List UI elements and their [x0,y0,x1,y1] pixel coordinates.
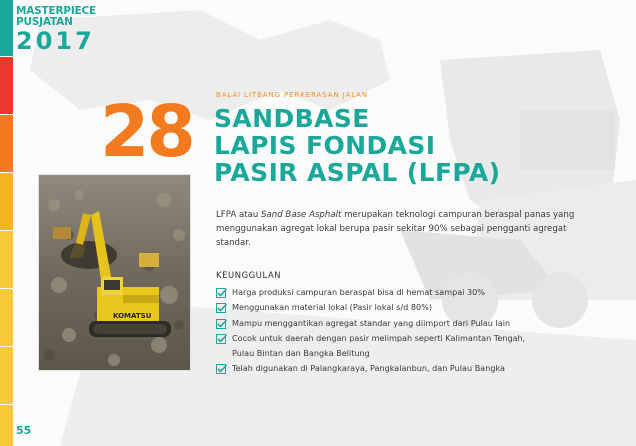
strip-divider [0,404,13,405]
color-strip-orange [0,114,13,172]
checkbox-check-icon [216,334,227,344]
title-line: SANDBASE [214,104,370,133]
publication-header [16,6,112,54]
checkbox-check-icon [216,364,227,374]
color-strip-red [0,56,13,114]
advantage-text: Harga produksi campuran beraspal bisa di hemat sampai 30% [232,287,485,297]
checkbox-check-icon [216,319,227,329]
section-number: 28 [100,90,193,173]
advantage-item [216,285,616,300]
header-line-2: PUSJATAN [16,16,73,28]
checkbox-check-icon [216,288,227,298]
description-text: LFPA atau [216,210,262,220]
color-strip-amber [0,172,13,230]
title-line: PASIR ASPAL (LFPA) [214,158,501,187]
advantage-item [216,331,616,362]
institution-label: BALAI LITBANG PERKERASAN JALAN [216,91,368,99]
svg-text:KOMATSU: KOMATSU [113,312,152,320]
advantages-heading: KEUNGGULAN [216,270,282,280]
advantage-text: Mampu menggantikan agregat standar yang diimport dari Pulau lain [232,317,511,328]
advantage-text: Pulau Bintan dan Bangka Belitung [232,348,370,359]
page-title [214,105,500,186]
advantage-text: Telah digunakan di Palangkaraya, Pangkalanbun, dan Pulau Bangka [232,363,505,374]
strip-divider [0,56,13,57]
description-text: merupakan teknologi campuran beraspal panas yang menggunakan agregat lokal berupa pasir sekitar 90% sebagai pengganti agregat standar. [216,210,575,248]
excavator-illustration [39,175,190,370]
checkbox-check-icon [216,303,227,313]
strip-divider [0,346,13,347]
strip-divider [0,172,13,173]
advantage-item [216,361,616,376]
color-strip-yellow [0,230,13,446]
title-line: LAPIS FONDASI [214,131,436,160]
color-strip-teal [0,0,13,56]
description-italic-term: Sand Base Asphalt [261,210,342,220]
strip-divider [0,230,13,231]
advantage-text: Cocok untuk daerah dengan pasir melimpah seperti Kalimantan Tengah, [232,332,526,343]
advantage-item [216,300,616,315]
description-paragraph [216,208,596,250]
strip-divider [0,114,13,115]
header-line-1: MASTERPIECE [16,5,97,17]
excavator-photo [39,175,190,370]
advantages-list [216,285,616,377]
page-number: 55 [16,424,32,437]
header-year: 2017 [16,27,95,55]
advantage-item [216,316,616,331]
strip-divider [0,288,13,289]
advantage-text: Menggunakan material lokal (Pasir lokal s/d 80%) [232,302,433,313]
